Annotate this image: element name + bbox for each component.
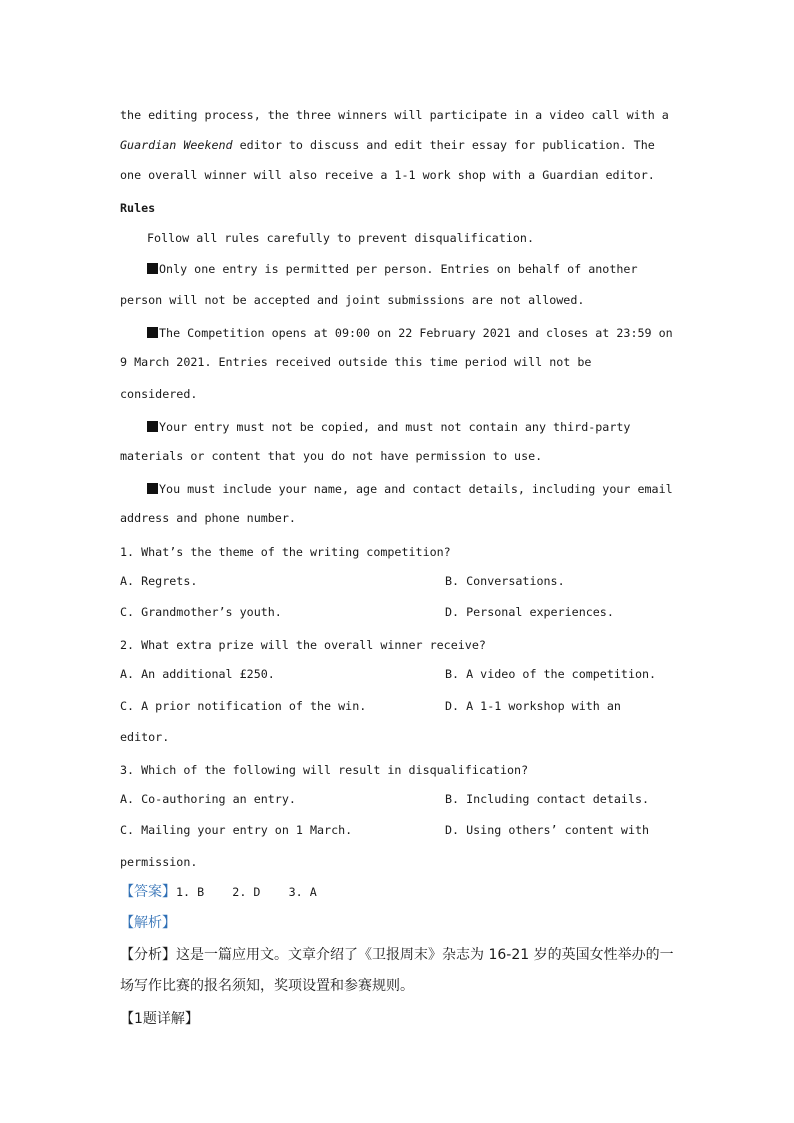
bullet-square-icon bbox=[147, 263, 158, 274]
analysis-line-2: 场写作比赛的报名须知，奖项设置和参赛规则。 bbox=[120, 978, 414, 994]
rules-heading: Rules bbox=[120, 201, 156, 215]
detail-heading: 【1题详解】 bbox=[120, 1011, 199, 1027]
question-1-stem: 1. What’s the theme of the writing competition? bbox=[120, 545, 451, 559]
question-1-option-d: D. Personal experiences. bbox=[445, 605, 614, 619]
question-1-option-c: C. Grandmother’s youth. bbox=[120, 605, 282, 619]
intro-line-2 bbox=[120, 137, 655, 153]
bullet-square-icon bbox=[147, 483, 158, 494]
rule-item-cont: 9 March 2021. Entries received outside this time period will not be bbox=[120, 355, 592, 369]
analysis-tag: 【解析】 bbox=[120, 915, 176, 931]
question-2-option-a: A. An additional £250. bbox=[120, 667, 275, 681]
rule-item: You must include your name, age and contact details, including your email bbox=[147, 481, 673, 497]
rule-item: Your entry must not be copied, and must not contain any third-party bbox=[147, 419, 630, 435]
intro-line-2-rest: editor to discuss and edit their essay for publication. The bbox=[232, 138, 655, 152]
rule-item: The Competition opens at 09:00 on 22 February 2021 and closes at 23:59 on bbox=[147, 325, 673, 341]
answer-values: 1. B 2. D 3. A bbox=[176, 885, 317, 899]
question-2-stem: 2. What extra prize will the overall winner receive? bbox=[120, 638, 486, 652]
fenxi-text-1: 这是一篇应用文。文章介绍了《卫报周末》杂志为 16-21 岁的英国女性举办的一 bbox=[176, 947, 674, 963]
rule-item-cont: considered. bbox=[120, 387, 198, 401]
answer-line bbox=[120, 883, 317, 901]
rule-item-cont: person will not be accepted and joint submissions are not allowed. bbox=[120, 293, 585, 307]
bullet-square-icon bbox=[147, 421, 158, 432]
rule-item: Only one entry is permitted per person. Entries on behalf of another bbox=[147, 261, 637, 277]
intro-line-3: one overall winner will also receive a 1-1 work shop with a Guardian editor. bbox=[120, 168, 655, 182]
question-1-option-a: A. Regrets. bbox=[120, 574, 198, 588]
question-1-option-b: B. Conversations. bbox=[445, 574, 565, 588]
question-3-option-c: C. Mailing your entry on 1 March. bbox=[120, 823, 353, 837]
bullet-square-icon bbox=[147, 327, 158, 338]
question-2-option-b: B. A video of the competition. bbox=[445, 667, 657, 681]
publication-name: Guardian Weekend bbox=[120, 138, 233, 152]
fenxi-tag: 【分析】 bbox=[120, 947, 176, 963]
question-3-stem: 3. Which of the following will result in disqualification? bbox=[120, 763, 529, 777]
question-2-option-d-cont: editor. bbox=[120, 730, 170, 744]
intro-line-1: the editing process, the three winners will participate in a video call with a bbox=[120, 108, 669, 122]
rule-item-cont: address and phone number. bbox=[120, 511, 296, 525]
question-2-option-d: D. A 1-1 workshop with an bbox=[445, 699, 621, 713]
answer-tag: 【答案】 bbox=[120, 884, 176, 900]
question-3-option-d: D. Using others’ content with bbox=[445, 823, 650, 837]
rule-item-cont: materials or content that you do not have permission to use. bbox=[120, 449, 543, 463]
rules-lead: Follow all rules carefully to prevent disqualification. bbox=[147, 231, 535, 245]
analysis-line-1 bbox=[120, 946, 674, 964]
question-3-option-d-cont: permission. bbox=[120, 855, 198, 869]
question-2-option-c: C. A prior notification of the win. bbox=[120, 699, 367, 713]
question-3-option-b: B. Including contact details. bbox=[445, 792, 650, 806]
question-3-option-a: A. Co-authoring an entry. bbox=[120, 792, 296, 806]
